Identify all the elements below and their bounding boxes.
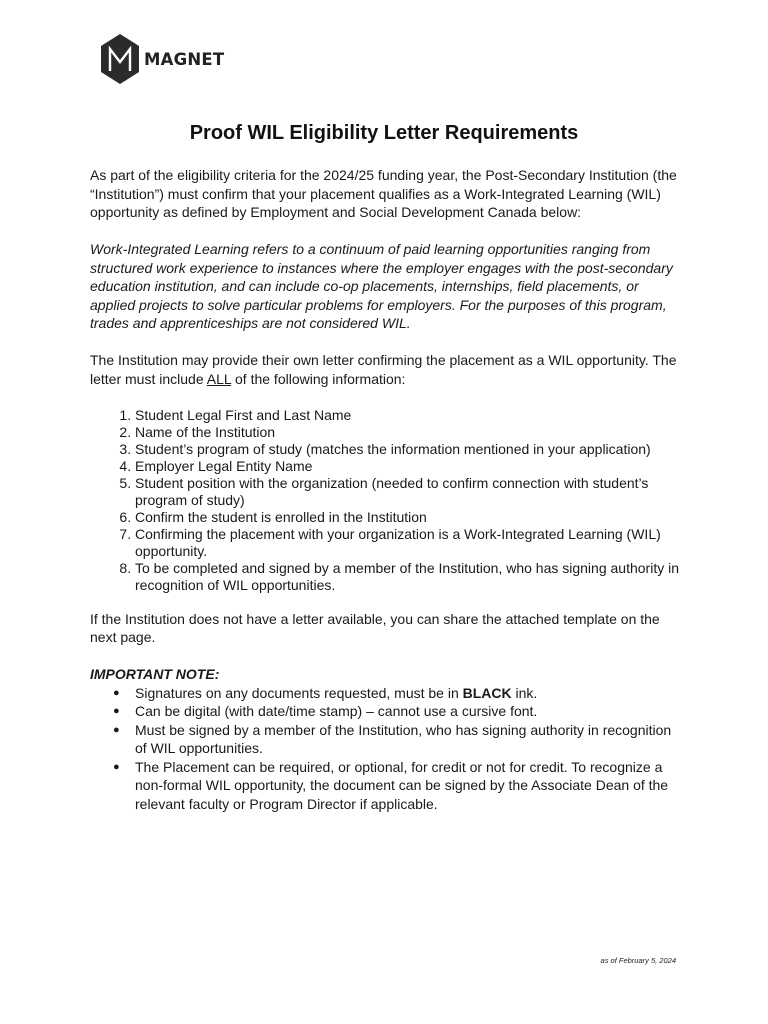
note-signature-before: Signatures on any documents requested, must be in	[135, 684, 463, 701]
requirement-item: 1. Student Legal First and Last Name	[135, 407, 680, 424]
note-item-signature	[135, 684, 680, 703]
requirement-item: 3. Student’s program of study (matches the information mentioned in your application)	[135, 441, 680, 458]
requirement-item: 4. Employer Legal Entity Name	[135, 458, 680, 475]
magnet-hexagon-icon	[100, 33, 140, 85]
requirements-intro-after: of the following information:	[231, 370, 406, 387]
important-note-list	[90, 684, 680, 814]
requirements-intro-emphasis: ALL	[206, 370, 232, 387]
page-title: Proof WIL Eligibility Letter Requirements	[189, 122, 579, 144]
requirement-item: 5. Student position with the organization (needed to confirm connection with student’s program of study)	[135, 475, 680, 509]
wil-definition: Work-Integrated Learning refers to a continuum of paid learning opportunities ranging from structured work experience to instances where the employer engages with the post-secondary education institution, and can include co-op placements, internships, field placements, or applied projects to solve particular problems for employers. For the purposes of this program, trades and apprenticeships are not considered WIL.	[90, 241, 673, 331]
requirement-item: 6. Confirm the student is enrolled in the Institution	[135, 509, 680, 526]
magnet-logo	[100, 33, 224, 85]
note-item: ● Must be signed by a member of the Institution, who has signing authority in recognition of WIL opportunities.	[135, 721, 680, 758]
note-item: ● Can be digital (with date/time stamp) – cannot use a cursive font.	[135, 702, 680, 721]
note-item: ● The Placement can be required, or optional, for credit or not for credit. To recognize a non-formal WIL opportunity, the document can be signed by the Associate Dean of the relevant faculty or Program Director if applicable.	[135, 758, 680, 814]
requirement-item: 7. Confirming the placement with your organization is a Work-Integrated Learning (WIL) opportunity.	[135, 526, 680, 560]
requirement-item: 8. To be completed and signed by a member of the Institution, who has signing authority in recognition of WIL opportunities.	[135, 560, 680, 594]
note-signature-emphasis: BLACK	[462, 684, 512, 701]
important-note-heading: IMPORTANT NOTE:	[90, 666, 220, 682]
document-body	[90, 166, 680, 813]
logo-text: MAGNET	[144, 49, 225, 69]
no-letter-paragraph: If the Institution does not have a letter available, you can share the attached template on the next page.	[90, 610, 660, 645]
note-signature-after: ink.	[511, 684, 538, 701]
requirement-item: 2. Name of the Institution	[135, 424, 680, 441]
requirements-intro-before: The Institution may provide their own letter confirming the placement as a WIL opportunity. The letter must include	[90, 352, 677, 387]
requirements-intro	[90, 351, 680, 388]
intro-paragraph: As part of the eligibility criteria for the 2024/25 funding year, the Post-Secondary Institution (the “Institution”) must confirm that your placement qualifies as a Work-Integrated Learning (WIL) opportunity as defined by Employment and Social Development Canada below:	[90, 167, 677, 220]
requirements-list	[90, 407, 680, 594]
footer-date: as of February 5, 2024	[600, 956, 676, 965]
